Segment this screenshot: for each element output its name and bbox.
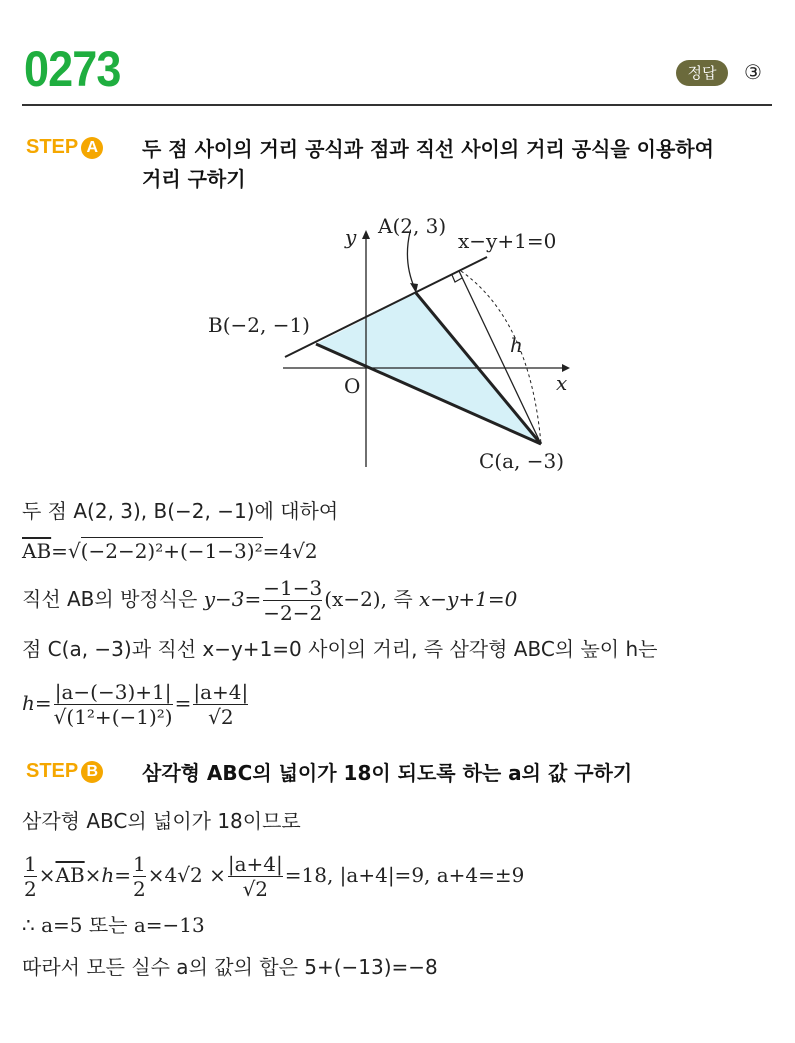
conclusion-line: 따라서 모든 실수 a의 값의 합은 5+(−13)=−8: [22, 955, 438, 979]
step-b-label: STEP B: [26, 760, 103, 783]
step-a-badge: A: [81, 137, 103, 159]
y-axis-label: y: [345, 225, 357, 249]
text-line: 점 C(a, −3)과 직선 x−y+1=0 사이의 거리, 즉 삼각형 ABC의 높이 h는: [22, 637, 658, 661]
step-a-label: STEP A: [26, 136, 103, 159]
point-b-label: B(−2, −1): [208, 313, 310, 337]
text-line: 두 점 A(2, 3), B(−2, −1)에 대하여: [22, 499, 339, 523]
a-pointer-arrow: [407, 232, 415, 289]
solution-line: ∴ a=5 또는 a=−13: [22, 913, 205, 937]
x-axis-label: x: [556, 371, 568, 395]
right-angle-mark: [452, 275, 462, 282]
y-axis-arrow: [362, 230, 370, 239]
h-label: h: [510, 333, 523, 357]
step-a-title: 두 점 사이의 거리 공식과 점과 직선 사이의 거리 공식을 이용하여 거리 구하기: [142, 137, 714, 191]
answer-value: ③: [744, 60, 762, 84]
height-formula: h= $\frac{|a-(-3)+1|}{\text{√(1²+(−1)²)}}$ = $\frac{|a+4|}{√2}$: [22, 680, 249, 729]
step-b-badge: B: [81, 761, 103, 783]
point-a-label: A(2, 3): [378, 214, 447, 238]
line-ab-equation: 직선 AB의 방정식은 y−3= $\frac{-1-3}{-2-2}$ (x−2), 즉 x−y+1=0: [22, 576, 518, 625]
point-c-label: C(a, −3): [479, 449, 565, 473]
ab-length-line: $\overline{AB}=√(-2-2)^2+(-1-3)^2=4√2$: [22, 539, 318, 563]
line-equation-label: x−y+1=0: [458, 229, 557, 253]
answer-badge: 정답: [676, 60, 728, 86]
step-b-title: 삼각형 ABC의 넓이가 18이 되도록 하는 a의 값 구하기: [142, 761, 633, 785]
origin-label: O: [344, 374, 361, 398]
area-equation: $\frac{1}{2}$ $\times\overline{AB}\times h=$ $\frac{1}{2}$ ×4√2 × $\frac{|a+4|}{√2}$ =18, |a+4|=9, a+4=±9: [24, 852, 525, 901]
problem-number: 0273: [24, 41, 121, 97]
text-line: 삼각형 ABC의 넓이가 18이므로: [22, 809, 301, 833]
